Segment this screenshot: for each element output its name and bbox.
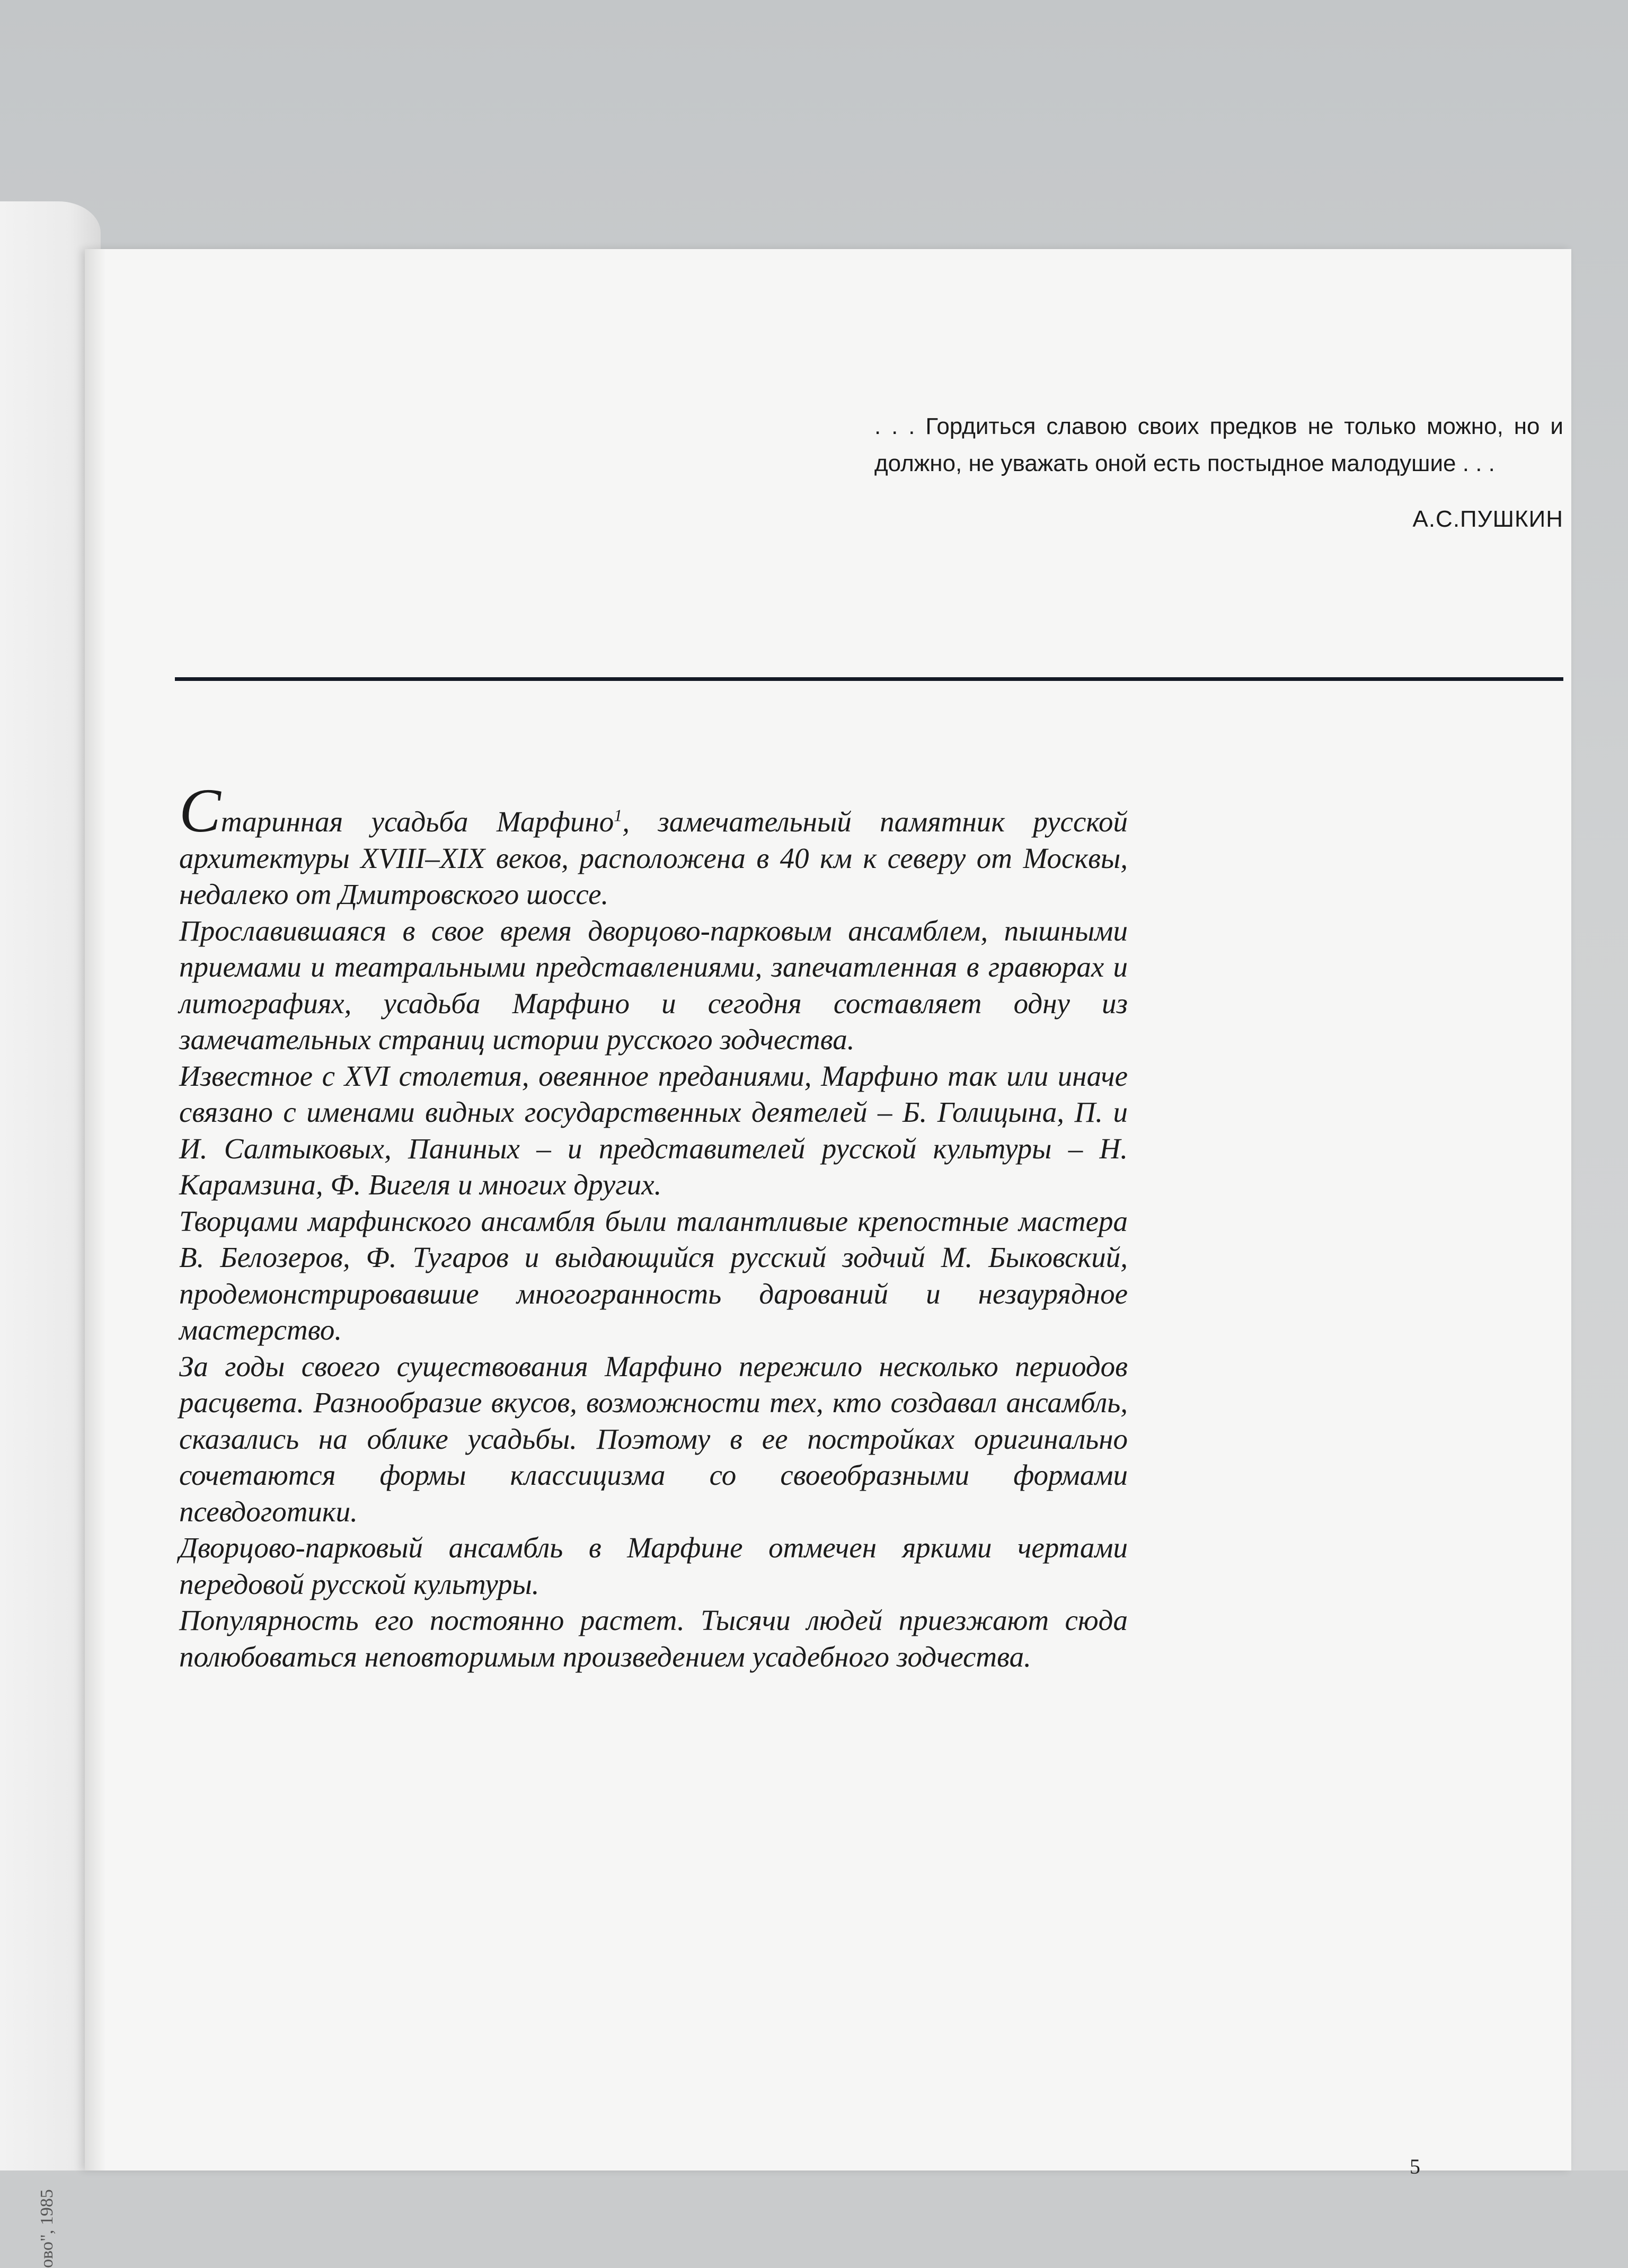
- paragraph-1-start: таринная усадьба Марфино: [220, 805, 614, 838]
- book-page: [85, 249, 1571, 2178]
- epigraph-quote: . . . Гордиться славою своих предков не только можно, но и должно, не уважать оной есть постыдное малодушие . . .: [874, 413, 1563, 476]
- body-text: [179, 776, 1128, 1675]
- paragraph-1: [179, 776, 1128, 913]
- paragraph-3: Известное с XVI столетия, овеянное преданиями, Марфино так или иначе связано с именами видных государственных деятелей – Б. Голицына, П. и И. Салтыковых, Паниных – и представителей русской культуры – Н. Карамзина, Ф. Вигеля и многих других.: [179, 1059, 1128, 1201]
- paragraph-6: Дворцово-парковый ансамбль в Марфине отмечен яркими чертами передовой русской культуры.: [179, 1531, 1128, 1600]
- horizontal-rule: [175, 677, 1563, 681]
- epigraph-author: А.С.ПУШКИН: [1412, 506, 1563, 532]
- page-number: 5: [1410, 2155, 1420, 2178]
- paragraph-4: Творцами марфинского ансамбля были талантливые крепостные мастера В. Белозеров, Ф. Тугаров и выдающийся русский зодчий М. Быковский, продемонстрировавшие многогранность дарований и незаурядное мастерство.: [179, 1204, 1128, 1346]
- paragraph-7: Популярность его постоянно растет. Тысячи людей приезжают сюда полюбоваться неповторимым произведением усадебного зодчества.: [179, 1604, 1128, 1673]
- gutter-shadow: [85, 249, 106, 2170]
- drop-cap: С: [179, 776, 221, 845]
- paragraph-1-tail: , замечательный памятник русской архитектуры XVIII–XIX веков, расположена в 40 км к северу от Москвы, недалеко от Дмитровского шоссе.: [179, 805, 1128, 910]
- paragraph-2: Прославившаяся в свое время дворцово-парковым ансамблем, пышными приемами и театральными представлениями, запечатленная в гравюрах и литографиях, усадьба Марфино и сегодня составляет одну из замечательных страниц истории русского зодчества.: [179, 914, 1128, 1056]
- spine-text: ово", 1985: [37, 2189, 57, 2268]
- footnote-mark: 1: [614, 805, 623, 825]
- paragraph-5: За годы своего существования Марфино пережило несколько периодов расцвета. Разнообразие вкусов, возможности тех, кто создавал ансамбль, сказались на облике усадьбы. Поэтому в ее постройках оригинально сочетаются формы классицизма со своеобразными формами псевдоготики.: [179, 1350, 1128, 1528]
